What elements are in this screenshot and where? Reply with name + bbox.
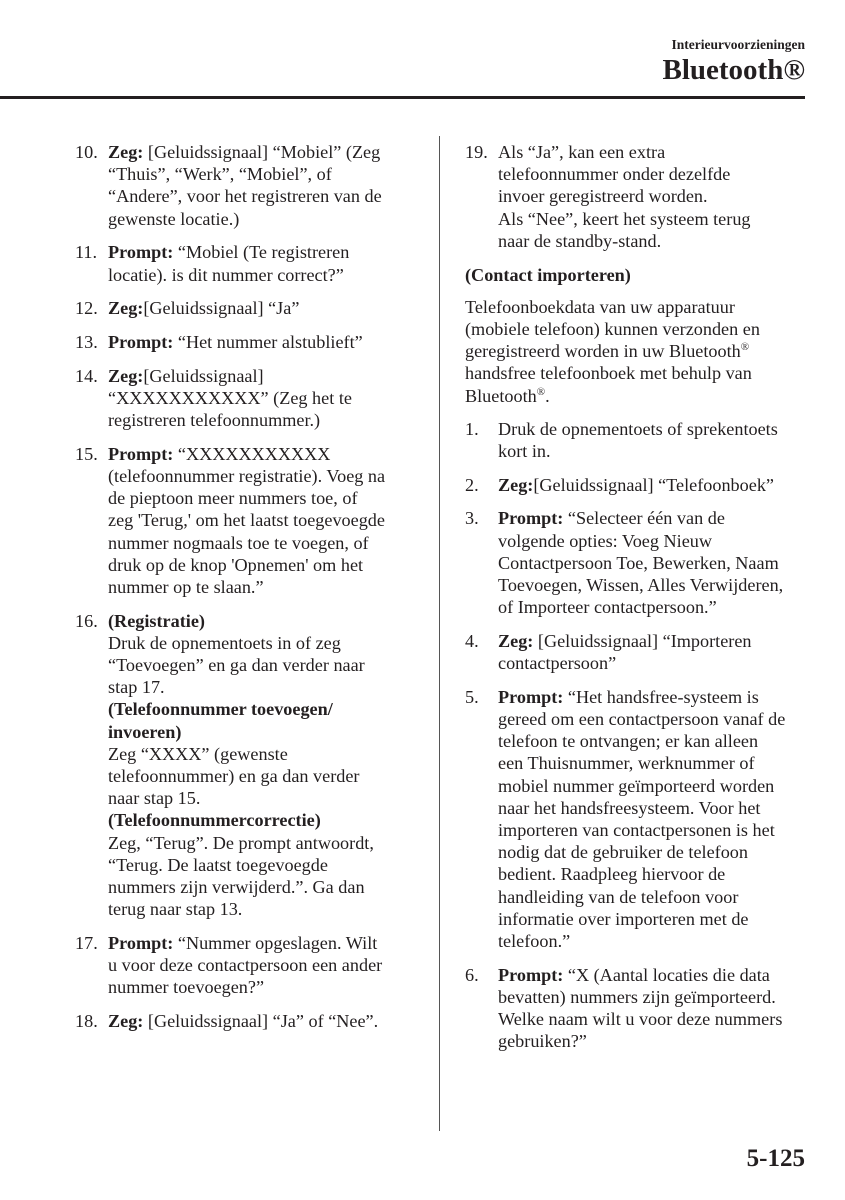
item-text: “Nummer opgeslagen. Wilt u voor deze contactpersoon een ander nummer toevoegen?” — [108, 933, 383, 998]
item-number: 11. — [75, 242, 98, 263]
item-keyword: Prompt: — [498, 964, 564, 985]
item-keyword: Zeg: — [498, 630, 534, 651]
item-keyword: Prompt: — [108, 443, 174, 464]
list-item — [465, 418, 810, 462]
list-item — [75, 331, 420, 353]
page-title: Bluetooth® — [662, 54, 805, 86]
section-heading: (Contact importeren) — [465, 264, 631, 285]
item-number: 15. — [75, 443, 98, 464]
step-list — [465, 141, 810, 252]
list-item — [75, 932, 420, 999]
registered-mark: ® — [740, 341, 750, 354]
list-item — [465, 630, 810, 674]
header-rule — [0, 96, 805, 99]
item-number: 13. — [75, 331, 98, 352]
item-keyword: Prompt: — [498, 508, 564, 529]
item-text: [Geluidssignaal] “Mobiel” (Zeg “Thuis”, “Werk”, “Mobiel”, of “Andere”, voor het registreren van de gewenste locatie.) — [108, 142, 382, 229]
item-number: 12. — [75, 298, 98, 319]
item-text: [Geluidssignaal] “Ja” of “Nee”. — [143, 1011, 379, 1032]
item-number: 3. — [465, 508, 479, 529]
list-item — [465, 686, 810, 952]
item-number: 4. — [465, 630, 479, 651]
item-keyword: Prompt: — [108, 331, 174, 352]
item-keyword: Prompt: — [498, 686, 564, 707]
item-text: “XXXXXXXXXXX (telefoonnummer registratie). Voeg na de pieptoon meer nummers toe, of zeg 'Terug,' om het laatst toegevoegde nummer nogmaals toe te voegen, of druk op de knop 'Opnemen' om het nummer op te slaan.” — [108, 443, 386, 597]
item-number: 1. — [465, 418, 479, 439]
list-item — [75, 297, 420, 319]
intro-text: Telefoonboekdata van uw apparatuur (mobiele telefoon) kunnen verzonden en geregistreerd worden in uw Bluetooth — [465, 296, 760, 362]
step-list — [75, 141, 420, 1032]
item-text: “Het nummer alstublieft” — [173, 331, 363, 352]
page-number: 5-125 — [746, 1145, 805, 1172]
item-keyword: Zeg: — [108, 298, 144, 319]
right-column — [465, 141, 810, 1064]
item-text: Druk de opnementoets of sprekentoets kort in. — [498, 418, 778, 461]
item-keyword: Zeg: — [498, 474, 534, 495]
item-number: 14. — [75, 365, 98, 386]
item-number: 19. — [465, 142, 488, 162]
item-keyword: Prompt: — [108, 242, 174, 263]
item-keyword: Prompt: — [108, 933, 174, 953]
intro-text: handsfree telefoonboek met behulp van Bluetooth — [465, 363, 752, 406]
section-label: Interieurvoorzieningen — [671, 37, 805, 52]
item-text: “Selecteer één van de volgende opties: Voeg Nieuw Contactpersoon Toe, Bewerken, Naam Toevoegen, Wissen, Alles Verwijderen, of Importeer contactpersoon.” — [498, 508, 784, 618]
item-number: 5. — [465, 686, 479, 707]
item-keyword: (Telefoonnummercorrectie) — [108, 810, 321, 831]
list-item — [465, 507, 810, 618]
intro-paragraph — [465, 296, 810, 407]
registered-mark: ® — [536, 385, 546, 398]
list-item — [75, 1010, 420, 1032]
item-keyword: (Telefoonnummer toevoegen/ invoeren) — [108, 699, 333, 742]
item-text: Zeg, “Terug”. De prompt antwoordt, “Terug. De laatst toegevoegde nummers zijn verwijderd.”. Ga dan terug naar stap 13. — [108, 832, 374, 920]
item-number: 6. — [465, 964, 479, 985]
left-column — [75, 141, 420, 1044]
item-number: 17. — [75, 933, 98, 953]
item-keyword: (Registratie) — [108, 610, 205, 631]
list-item — [465, 964, 810, 1053]
column-divider — [439, 136, 440, 1131]
item-keyword: Zeg: — [108, 142, 144, 162]
item-text: [Geluidssignaal] “XXXXXXXXXXX” (Zeg het te registreren telefoonnummer.) — [108, 365, 352, 431]
item-keyword: Zeg: — [108, 1011, 144, 1032]
list-item — [75, 141, 420, 230]
item-text: Zeg “XXXX” (gewenste telefoonnummer) en ga dan verder naar stap 15. — [108, 743, 360, 809]
item-number: 18. — [75, 1011, 98, 1032]
list-item — [75, 365, 420, 432]
item-keyword: Zeg: — [108, 365, 144, 386]
item-text: [Geluidssignaal] “Importeren contactpersoon” — [498, 630, 752, 674]
item-number: 10. — [75, 142, 98, 162]
item-text: Als “Ja”, kan een extra telefoonnummer onder dezelfde invoer geregistreerd worden. Als “Nee”, keert het systeem terug naar de standby-stand. — [498, 142, 751, 251]
item-text: [Geluidssignaal] “Ja” — [143, 298, 300, 319]
item-text: “Het handsfree-systeem is gereed om een contactpersoon vanaf de telefoon te ontvangen; er kan alleen een Thuisnummer, werknummer of mobiel nummer geïmporteerd worden naar het handsfreesysteem. Voor het importeren van contactpersonen is het nodig dat de gebruiker de telefoon bedient. Raadpleeg hiervoor de handleiding van de telefoon voor informatie over importeren met de telefoon.” — [498, 686, 786, 951]
step-list — [465, 418, 810, 1053]
item-text: Druk de opnementoets in of zeg “Toevoegen” en ga dan verder naar stap 17. — [108, 632, 365, 698]
list-item — [75, 610, 420, 921]
list-item — [465, 141, 810, 252]
intro-text: . — [545, 385, 550, 406]
item-number: 16. — [75, 610, 98, 631]
item-text: [Geluidssignaal] “Telefoonboek” — [533, 474, 774, 495]
list-item — [465, 474, 810, 496]
list-item — [75, 443, 420, 598]
item-text: “X (Aantal locaties die data bevatten) nummers zijn geïmporteerd. Welke naam wilt u voor deze nummers gebruiken?” — [498, 964, 783, 1052]
item-text: “Mobiel (Te registreren locatie). is dit nummer correct?” — [108, 242, 350, 285]
item-number: 2. — [465, 474, 479, 495]
list-item — [75, 241, 420, 285]
